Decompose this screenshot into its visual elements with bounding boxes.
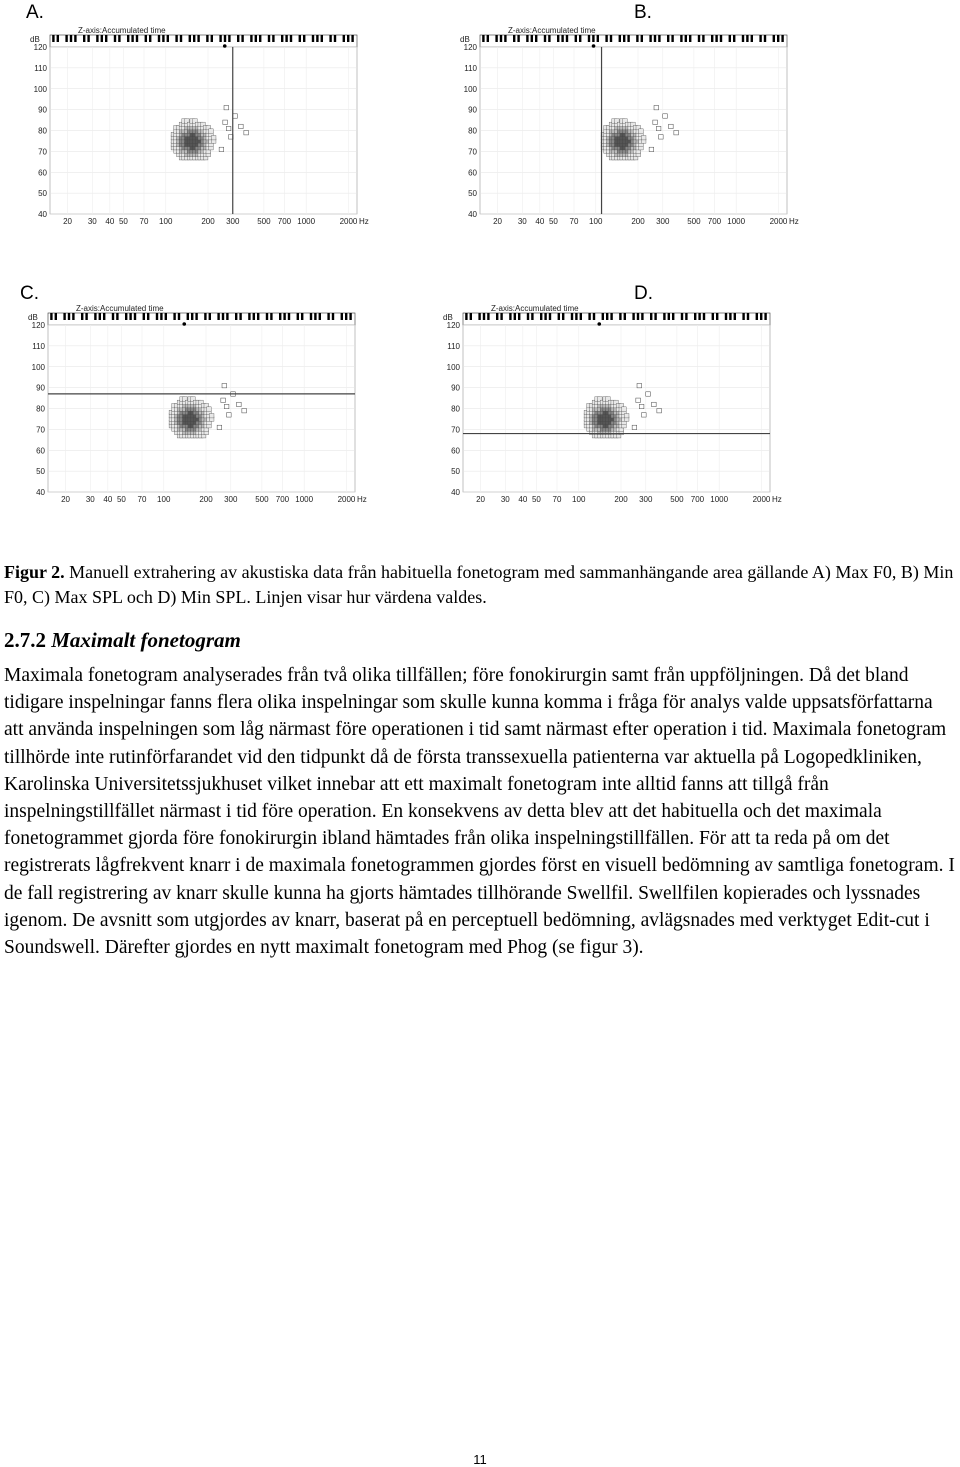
y-tick-label: 100: [446, 362, 460, 372]
x-tick-label: 300: [639, 495, 653, 504]
panel-label-a: A.: [26, 2, 44, 23]
hz-unit-label: Hz: [772, 495, 782, 504]
x-tick-label: 70: [139, 217, 149, 226]
x-tick-label: 50: [548, 217, 558, 226]
phonetogram-c: [28, 303, 367, 504]
keyboard-strip: [50, 35, 357, 47]
y-tick-label: 100: [31, 362, 45, 372]
x-tick-label: 700: [707, 217, 722, 226]
x-tick-label: 2000: [339, 217, 358, 226]
y-tick-label: 40: [468, 210, 477, 219]
x-tick-label: 500: [670, 495, 684, 504]
y-tick-label: 90: [451, 383, 460, 393]
x-tick-label: 30: [85, 495, 95, 504]
x-tick-label: 1000: [297, 217, 316, 226]
x-tick-label: 1000: [727, 217, 746, 226]
section-heading: [4, 628, 241, 653]
y-tick-label: 40: [38, 210, 47, 219]
y-tick-label: 50: [36, 467, 45, 477]
y-tick-label: 60: [36, 446, 45, 456]
x-tick-label: 30: [517, 217, 527, 226]
x-tick-label: 20: [61, 495, 71, 504]
db-unit-label: dB: [460, 35, 470, 44]
y-tick-label: 100: [463, 84, 477, 94]
x-tick-label: 50: [116, 495, 126, 504]
db-unit-label: dB: [443, 313, 453, 322]
y-tick-label: 70: [451, 425, 460, 435]
x-tick-label: 100: [157, 495, 171, 504]
y-tick-label: 40: [36, 488, 45, 497]
y-tick-label: 100: [33, 84, 47, 94]
y-tick-label: 80: [38, 126, 47, 136]
y-tick-label: 70: [36, 425, 45, 435]
y-tick-label: 90: [36, 383, 45, 393]
y-tick-label: 80: [468, 126, 477, 136]
x-tick-label: 20: [493, 217, 503, 226]
panel-label-c: C.: [20, 283, 39, 304]
x-tick-label: 40: [105, 217, 115, 226]
y-tick-label: 70: [468, 147, 477, 157]
z-axis-label: Z-axis:Accumulated time: [491, 304, 579, 313]
x-tick-label: 70: [137, 495, 147, 504]
x-tick-label: 50: [531, 495, 541, 504]
x-tick-label: 500: [255, 495, 269, 504]
phonetogram-a: [30, 25, 369, 226]
x-tick-label: 30: [500, 495, 510, 504]
x-tick-label: 20: [476, 495, 486, 504]
x-tick-label: 500: [257, 217, 271, 226]
keyboard-strip: [480, 35, 787, 47]
x-tick-label: 2000: [752, 495, 771, 504]
y-tick-label: 120: [446, 321, 460, 330]
x-tick-label: 700: [277, 217, 292, 226]
keyboard-strip: [48, 313, 355, 325]
x-tick-label: 70: [569, 217, 579, 226]
z-axis-label: Z-axis:Accumulated time: [76, 304, 164, 313]
x-tick-label: 300: [224, 495, 238, 504]
db-unit-label: dB: [30, 35, 40, 44]
y-tick-label: 80: [36, 404, 45, 414]
x-tick-label: 200: [614, 495, 628, 504]
y-tick-label: 120: [31, 321, 45, 330]
figure-caption: [4, 560, 956, 610]
figure-caption-label: Figur 2.: [4, 562, 65, 582]
hz-unit-label: Hz: [359, 217, 369, 226]
panel-label-b: B.: [634, 2, 652, 23]
y-tick-label: 60: [468, 168, 477, 178]
x-tick-label: 30: [87, 217, 97, 226]
body-paragraph: Maximala fonetogram analyserades från två olika tillfällen; före fonokirurgin samt från uppföljningen. Då det bland tidigare inspelningar fanns flera olika inspelningar som skulle kunna komma i fråga för analys valde uppsatsförfattarna att använda inspelningen som låg närmast före operationen i tid samt närmast efter operation i tid. Maximala fonetogram tillhörde inte rutinförfarandet vid den tidpunkt då de första transsexuella patienterna var aktuella på Logopedkliniken, Karolinska Universitetssjukhuset vilket innebar att ett maximalt fonetogram inte alltid fanns att tillgå från inspelningstillfället närmast i tid före operation. En konsekvens av detta blev att det habituella och det maximala fonetogrammet gjorda före fonokirurgin ibland hämtades från olika inspelningstillfällen. För att ta reda på om det registrerats lågfrekvent knarr i de maximala fonetogrammen gjordes först en visuell bedömning av samtliga fonetogram. I de fall registrering av knarr skulle kunna ha gjorts hämtades tillhörande Swellfil. Swellfilen kopierades och lyssnades igenom. De avsnitt som utgjordes av knarr, baserat på en perceptuell bedömning, avlägsnades med verktyget Edit-cut i Soundswell. Därefter gjordes en nytt maximalt fonetogram med Phog (se figur 3).: [4, 665, 955, 959]
x-tick-label: 200: [199, 495, 213, 504]
y-tick-label: 80: [451, 404, 460, 414]
y-tick-label: 50: [38, 189, 47, 199]
x-tick-label: 2000: [337, 495, 356, 504]
x-tick-label: 100: [159, 217, 173, 226]
x-tick-label: 200: [631, 217, 645, 226]
y-tick-label: 110: [464, 63, 477, 73]
y-tick-label: 110: [32, 341, 45, 351]
y-tick-label: 60: [38, 168, 47, 178]
x-tick-label: 500: [687, 217, 701, 226]
x-tick-label: 300: [656, 217, 670, 226]
keyboard-strip: [463, 313, 770, 325]
page-number: 11: [473, 1452, 487, 1467]
y-tick-label: 120: [463, 43, 477, 52]
x-tick-label: 1000: [295, 495, 314, 504]
section-title: Maximalt fonetogram: [51, 628, 241, 652]
x-tick-label: 100: [589, 217, 603, 226]
x-tick-label: 1000: [710, 495, 729, 504]
hz-unit-label: Hz: [357, 495, 367, 504]
x-tick-label: 300: [226, 217, 240, 226]
y-tick-label: 120: [33, 43, 47, 52]
y-tick-label: 90: [38, 105, 47, 115]
x-tick-label: 40: [518, 495, 528, 504]
y-tick-label: 50: [468, 189, 477, 199]
y-tick-label: 60: [451, 446, 460, 456]
y-tick-label: 110: [447, 341, 460, 351]
y-tick-label: 110: [34, 63, 47, 73]
z-axis-label: Z-axis:Accumulated time: [78, 26, 166, 35]
x-tick-label: 700: [275, 495, 290, 504]
section-number: 2.7.2: [4, 628, 46, 652]
x-tick-label: 40: [535, 217, 545, 226]
figure-caption-text: Manuell extrahering av akustiska data från habituella fonetogram med sammanhängande area gällande A) Max F0, B) Min F0, C) Max SPL och D) Min SPL. Linjen visar hur värdena valdes.: [4, 562, 954, 607]
x-tick-label: 70: [552, 495, 562, 504]
y-tick-label: 50: [451, 467, 460, 477]
x-tick-label: 200: [201, 217, 215, 226]
phonetogram-d: [443, 303, 782, 504]
y-tick-label: 40: [451, 488, 460, 497]
panel-label-d: D.: [634, 283, 653, 304]
x-tick-label: 40: [103, 495, 113, 504]
x-tick-label: 20: [63, 217, 73, 226]
x-tick-label: 2000: [769, 217, 788, 226]
x-tick-label: 50: [118, 217, 128, 226]
y-tick-label: 70: [38, 147, 47, 157]
phonetogram-b: [460, 25, 799, 226]
z-axis-label: Z-axis:Accumulated time: [508, 26, 596, 35]
x-tick-label: 700: [690, 495, 705, 504]
db-unit-label: dB: [28, 313, 38, 322]
x-tick-label: 100: [572, 495, 586, 504]
hz-unit-label: Hz: [789, 217, 799, 226]
y-tick-label: 90: [468, 105, 477, 115]
